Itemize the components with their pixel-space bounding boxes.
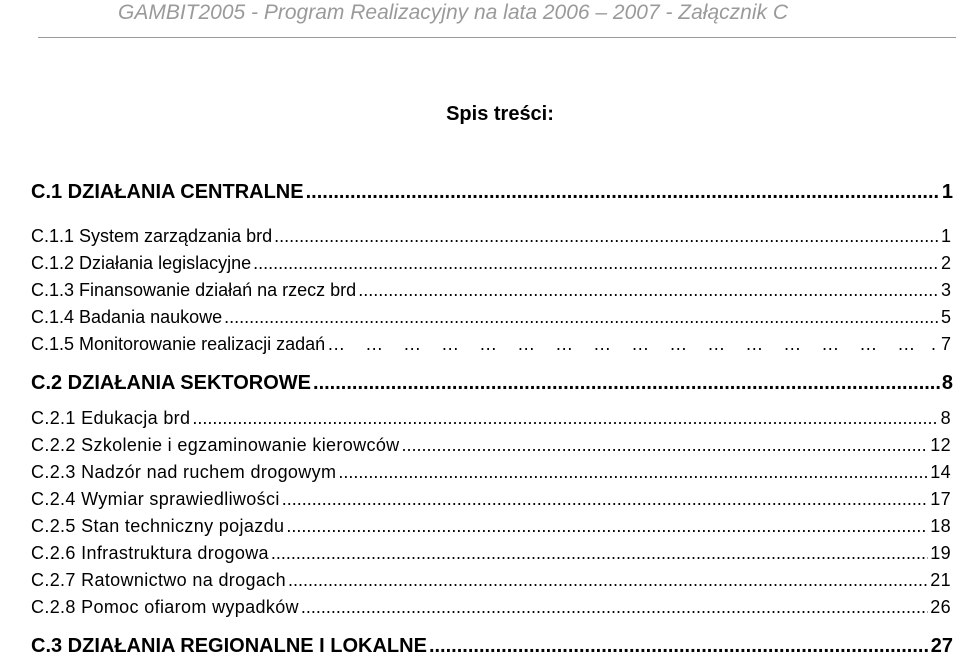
toc-entry-c2-5[interactable]	[31, 515, 951, 537]
toc-dot-leader	[274, 225, 939, 247]
toc-entry-label: C.2.5 Stan techniczny pojazdu	[31, 516, 285, 536]
toc-entry-c1-5[interactable]	[31, 333, 951, 355]
toc-dot-leader	[313, 371, 940, 395]
toc-entry-c2-4[interactable]	[31, 488, 951, 510]
toc-entry-c2-3[interactable]	[31, 461, 951, 483]
toc-entry-page: 19	[930, 543, 951, 563]
toc-entry-c2-2[interactable]	[31, 434, 951, 456]
toc-entry-label: C.2.1 Edukacja brd	[31, 408, 191, 428]
toc-entry-label: C.2.7 Ratownictwo na drogach	[31, 570, 286, 590]
toc-entry-c2-7[interactable]	[31, 569, 951, 591]
toc-dot-leader	[358, 279, 939, 301]
toc-dot-leader	[192, 407, 938, 429]
toc-title: Spis treści:	[446, 103, 554, 125]
toc-entry-c1-4[interactable]	[31, 306, 951, 328]
toc-entry-c1-2[interactable]	[31, 252, 951, 274]
toc-entry-label: C.2 DZIAŁANIA SEKTOROWE	[31, 372, 312, 394]
toc-dot-leader	[301, 596, 928, 618]
toc-dot-leader	[253, 252, 939, 274]
toc-entry-c3[interactable]	[31, 634, 953, 658]
toc-dot-leader	[224, 306, 939, 328]
toc-dot-leader	[271, 542, 928, 564]
toc-entry-page: 14	[930, 462, 951, 482]
toc-dot-leader	[288, 569, 928, 591]
toc-dot-leader	[402, 434, 929, 456]
toc-entry-label: C.1.3 Finansowanie działań na rzecz brd	[31, 280, 357, 300]
toc-dot-leader	[327, 333, 931, 355]
toc-entry-label: C.1.2 Działania legislacyjne	[31, 253, 252, 273]
toc-entry-c1-1[interactable]	[31, 225, 951, 247]
toc-entry-page: 3	[940, 280, 951, 300]
toc-entry-label: C.1 DZIAŁANIA CENTRALNE	[31, 181, 304, 203]
toc-entry-page: 26	[930, 597, 951, 617]
toc-entry-page: 8	[940, 408, 951, 428]
toc-entry-page: 17	[930, 489, 951, 509]
toc-entry-page: 18	[930, 516, 951, 536]
toc-entry-page: 5	[940, 307, 951, 327]
toc-entry-c2-8[interactable]	[31, 596, 951, 618]
document-header: GAMBIT2005 - Program Realizacyjny na lata 2006 – 2007 - Załącznik C	[118, 1, 788, 24]
toc-entry-label: C.2.8 Pomoc ofiarom wypadków	[31, 597, 299, 617]
toc-entry-label: C.3 DZIAŁANIA REGIONALNE I LOKALNE	[31, 635, 427, 657]
toc-entry-label: C.1.1 System zarządzania brd	[31, 226, 273, 246]
toc-entry-c1[interactable]	[31, 180, 953, 204]
toc-entry-c2-6[interactable]	[31, 542, 951, 564]
toc-entry-c1-3[interactable]	[31, 279, 951, 301]
toc-entry-label: C.2.6 Infrastruktura drogowa	[31, 543, 269, 563]
toc-entry-label: C.2.4 Wymiar sprawiedliwości	[31, 489, 280, 509]
toc-entry-page: 1	[940, 226, 951, 246]
toc-entry-label: C.1.5 Monitorowanie realizacji zadań	[31, 334, 326, 354]
toc-entry-page: 1	[941, 181, 953, 203]
toc-entry-page: 2	[940, 253, 951, 273]
toc-entry-page: 8	[941, 372, 953, 394]
toc-entry-label: C.1.4 Badania naukowe	[31, 307, 223, 327]
toc-entry-page: 27	[930, 635, 953, 657]
toc-dot-leader	[338, 461, 928, 483]
toc-dot-leader	[282, 488, 929, 510]
toc-entry-c2[interactable]	[31, 371, 953, 395]
toc-entry-label: C.2.2 Szkolenie i egzaminowanie kierowców	[31, 435, 400, 455]
header-rule	[38, 37, 956, 38]
toc-dot-leader	[429, 634, 929, 658]
toc-dot-leader	[306, 180, 940, 204]
toc-entry-label: C.2.3 Nadzór nad ruchem drogowym	[31, 462, 337, 482]
toc-entry-page: . 7	[930, 334, 951, 354]
toc-entry-page: 21	[930, 570, 951, 590]
toc-dot-leader	[286, 515, 928, 537]
toc-entry-page: 12	[930, 435, 951, 455]
toc-entry-c2-1[interactable]	[31, 407, 951, 429]
